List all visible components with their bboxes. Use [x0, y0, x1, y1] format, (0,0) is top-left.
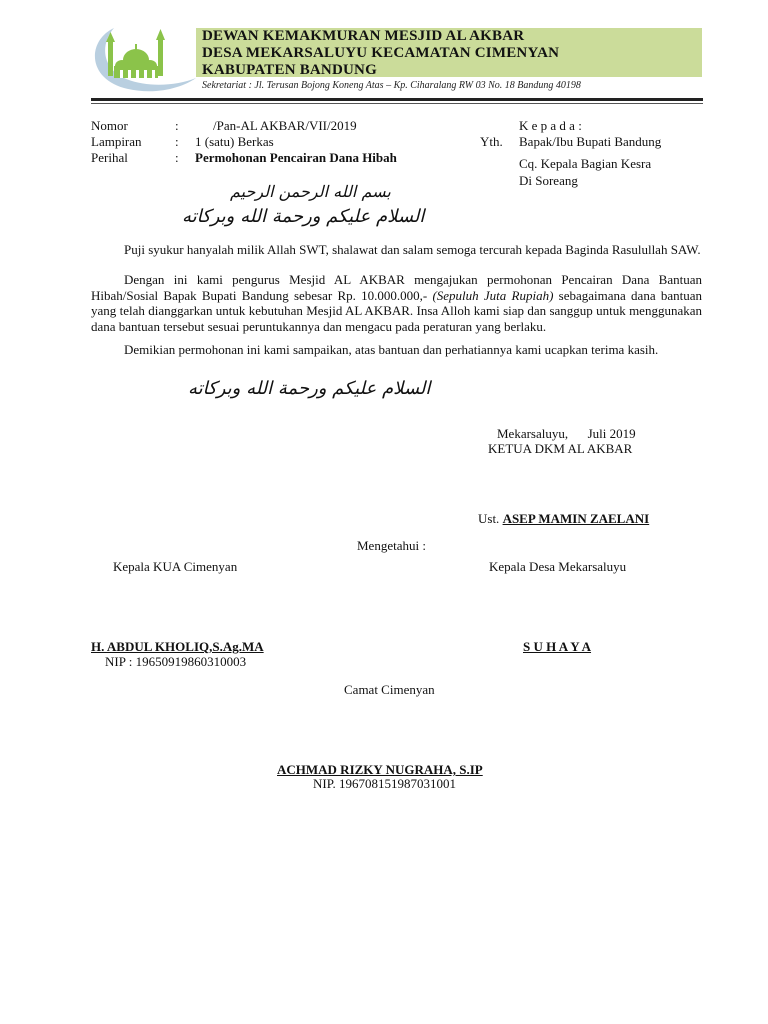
- nomor-value: /Pan-AL AKBAR/VII/2019: [213, 118, 357, 133]
- secretariat-address: Sekretariat : Jl. Terusan Bojong Koneng Atas – Kp. Ciharalang RW 03 No. 18 Bandung 40198: [202, 80, 581, 91]
- mengetahui-label: Mengetahui :: [357, 538, 426, 553]
- letterhead-line-3: KABUPATEN BANDUNG: [202, 62, 377, 78]
- kua-title: Kepala KUA Cimenyan: [113, 559, 238, 574]
- nomor-colon: :: [175, 118, 179, 133]
- camat-nip: NIP. 196708151987031001: [313, 776, 457, 791]
- camat-name: ACHMAD RIZKY NUGRAHA, S.IP: [277, 762, 483, 777]
- recipient-line-1: Bapak/Ibu Bupati Bandung: [519, 134, 662, 149]
- header-divider-thin: [91, 103, 703, 104]
- lampiran-value: 1 (satu) Berkas: [195, 134, 274, 149]
- letterhead-line-2: DESA MEKARSALUYU KECAMATAN CIMENYAN: [202, 45, 560, 61]
- signatory-prefix: Ust.: [478, 511, 500, 526]
- mosque-logo-icon: [84, 22, 199, 94]
- body-paragraph-3: Demikian permohonan ini kami sampaikan, atas bantuan dan perhatiannya kami ucapkan terima kasih.: [124, 342, 659, 357]
- lampiran-colon: :: [175, 134, 179, 149]
- signatory-role: KETUA DKM AL AKBAR: [488, 441, 633, 456]
- header-divider-thick: [91, 98, 703, 101]
- body-paragraph-1: Puji syukur hanyalah milik Allah SWT, shalawat dan salam semoga tercurah kepada Baginda Rasulullah SAW.: [124, 242, 701, 257]
- perihal-value: Permohonan Pencairan Dana Hibah: [195, 150, 397, 165]
- letterhead-line-1: DEWAN KEMAKMURAN MESJID AL AKBAR: [202, 28, 525, 44]
- body-paragraph-2-b: sebagaimana dana bantuan yang telah dianggarkan untuk kebutuhan Mesjid AL AKBAR. Insa Alloh kami siap dan sanggup untuk menggunakan dana bantuan tersebut sesuai peruntukannya dan mengacu pada peraturan yang berlaku.: [91, 287, 702, 334]
- basmalah-calligraphy: بسم الله الرحمن الرحيم: [230, 182, 391, 201]
- recipient-line-2: Cq. Kepala Bagian Kesra: [519, 156, 652, 171]
- nomor-label: Nomor: [91, 118, 128, 133]
- body-amount-words: (Sepuluh Juta Rupiah): [432, 287, 554, 303]
- signatory-name: ASEP MAMIN ZAELANI: [502, 511, 650, 526]
- camat-title: Camat Cimenyan: [344, 682, 435, 697]
- lampiran-label: Lampiran: [91, 134, 142, 149]
- body-paragraph-2-a: Dengan ini kami pengurus Mesjid AL AKBAR mengajukan permohonan Pencairan Dana Bantuan Hibah/Sosial Bapak Bupati Bandung sebesar Rp. 10.000.000,-: [91, 272, 702, 303]
- salam-closing-calligraphy: السلام عليكم ورحمة الله وبركاته: [188, 378, 431, 399]
- yth-label: Yth.: [480, 134, 503, 149]
- body-paragraph-2: [91, 272, 702, 334]
- signatory-name-line: [478, 511, 649, 527]
- kua-head-nip: NIP : 19650919860310003: [105, 654, 247, 669]
- kua-head-name: H. ABDUL KHOLIQ,S.Ag.MA: [91, 639, 264, 654]
- salam-opening-calligraphy: السلام عليكم ورحمة الله وبركاته: [182, 206, 425, 227]
- recipient-line-3: Di Soreang: [519, 173, 578, 188]
- kepada-label: K e p a d a :: [519, 118, 582, 133]
- perihal-label: Perihal: [91, 150, 128, 165]
- perihal-colon: :: [175, 150, 179, 165]
- village-head-name: S U H A Y A: [523, 639, 592, 654]
- place-date: Mekarsaluyu, Juli 2019: [497, 426, 636, 441]
- village-head-title: Kepala Desa Mekarsaluyu: [489, 559, 627, 574]
